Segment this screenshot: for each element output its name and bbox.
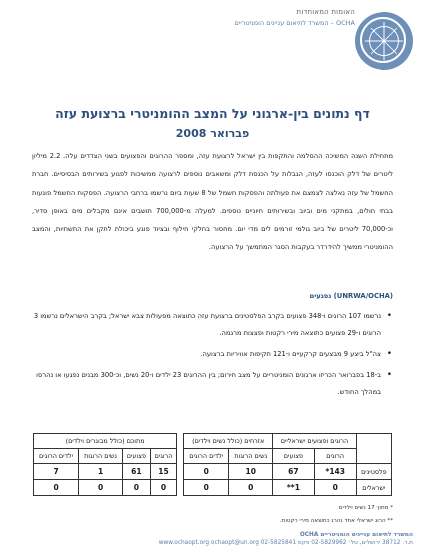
table-col-header: פצועים bbox=[273, 449, 314, 464]
bullet-item: • ב-18 בפברואר הכריזו ארגונים הומניטריים על מצב חירום; בין ההרוגים 23 ילדים ו-20 נשים, וכ-300 מבנים נפגעו או נהרסו במהלך החודש. bbox=[32, 367, 381, 401]
table-cell: 0 bbox=[79, 480, 123, 496]
table-cell: 61 bbox=[122, 464, 150, 480]
table-row bbox=[34, 464, 392, 480]
table-cell: 0 bbox=[150, 480, 176, 496]
row-label: פלסטינים bbox=[356, 464, 391, 480]
casualties-table bbox=[33, 433, 392, 496]
table-group-header: הרוגים ופצועים ישראליים bbox=[273, 434, 357, 449]
table-cell: 0 bbox=[314, 480, 356, 496]
table-cell: 0 bbox=[34, 480, 79, 496]
table-cell: 7 bbox=[34, 464, 79, 480]
section-heading: (UNRWA/OCHA) נפגעים bbox=[309, 292, 393, 300]
table-col-header: ילדים הרוגים bbox=[34, 449, 79, 464]
table-cell: 0 bbox=[122, 480, 150, 496]
bullet-item: • צה"ל ביצע 9 מבצעים קרקעיים ו-121 תקיפות אוויריות ברצועה. bbox=[32, 346, 381, 363]
footnote: ** הרוג ישראלי אחד נהרג כתוצאה מירי רקטות. bbox=[279, 518, 393, 524]
table-cell: 1** bbox=[273, 480, 314, 496]
table-cell: 10 bbox=[229, 464, 273, 480]
table-cell: 0 bbox=[229, 480, 273, 496]
table-cell: 1 bbox=[79, 464, 123, 480]
footer-contact: ת.ד. 38712 ירושלים, טל׳ 02-5829962 פקס 02-5825841 www.ochaopt.org ochaopt@un.org bbox=[158, 540, 413, 546]
document-title: דף נתונים בין-ארגוני על המצב ההומניטרי ברצועת עזה bbox=[55, 106, 370, 121]
table-group-header: מתוכם (כולל מבוגרים וילדים) bbox=[34, 434, 177, 449]
casualty-bullets bbox=[32, 308, 393, 405]
table-col-header: הרוגים bbox=[150, 449, 176, 464]
un-emblem-icon bbox=[355, 12, 413, 70]
bullet-item: • נרשמו 107 הרוגים ו-348 פצועים בקרב הפלסטינים ברצועת עזה כתוצאה מפעולות צבא ישראל; בקרב הישראלים נרשמו 3 הרוגים ו-29 פצועים כתוצאה מירי רקטות ופצצות מרגמה. bbox=[32, 308, 381, 342]
ocha-name: OCHA – המשרד לתיאום עניינים הומניטריים bbox=[234, 19, 355, 27]
table-cell: 143* bbox=[314, 464, 356, 480]
intro-paragraph: מתחילת השנה המשיכה ההסלמה והתקפות בין ישראל לרצועת עזה, ומספר ההרוגים והפצועים בשני הצדדים עלה. 2.2 מיליון ליטרים של דלק הוכנסו לעזה, הגבלות על הכנסת דלק ומשאבים נוספים לרצועה ממשיכות לפגוע בשירותים הבסיסיים. חברת החשמל של עזה נאלצה לצמצם את פעולתה והפסקות חשמל של 8 שעות ביום נרשמו ברחבי הרצועה. הפסקות החשמל פוגעות בבתי חולים, במתקני מים וביוב ובשירותים חיוניים נוספים. למעלה מ-700,000 תושבים אינם מקבלים מים באופן סדיר, וכ-70,000 ליטרים של ביוב גולמי זורמים לים מדי יום. מחסור בחלקי חילוף ובציוד פוגע ביכולת לתקן את התשתיות, והמצב ההומניטרי ממשיך להידרדר בעקבות הסגר המתמשך על הרצועה. bbox=[32, 152, 394, 252]
org-name: האומות המאוחדות bbox=[296, 8, 355, 16]
table-cell: 67 bbox=[273, 464, 314, 480]
footer-org: המשרד לתיאום עניינים הומניטריים OCHA bbox=[299, 532, 413, 538]
table-cell: 15 bbox=[150, 464, 176, 480]
letterhead bbox=[12, 8, 355, 27]
table-col-header: פצועים bbox=[122, 449, 150, 464]
table-col-header: נשים הרוגות bbox=[79, 449, 123, 464]
table-cell: 0 bbox=[184, 480, 229, 496]
row-label: ישראלים bbox=[356, 480, 391, 496]
table-cell: 0 bbox=[184, 464, 229, 480]
table-col-header: הרוגים bbox=[314, 449, 356, 464]
table-col-header: ילדים הרוגים bbox=[184, 449, 229, 464]
page-footer bbox=[12, 531, 413, 547]
table-row bbox=[34, 480, 392, 496]
table-corner bbox=[356, 434, 391, 464]
table-col-header: נשים הרוגות bbox=[229, 449, 273, 464]
footnote: * מתוך 17 נשים וילדים bbox=[338, 505, 393, 511]
document-subtitle: פברואר 2008 bbox=[175, 127, 250, 140]
table-group-header: אזרחים (כולל נשים וילדים) bbox=[184, 434, 273, 449]
